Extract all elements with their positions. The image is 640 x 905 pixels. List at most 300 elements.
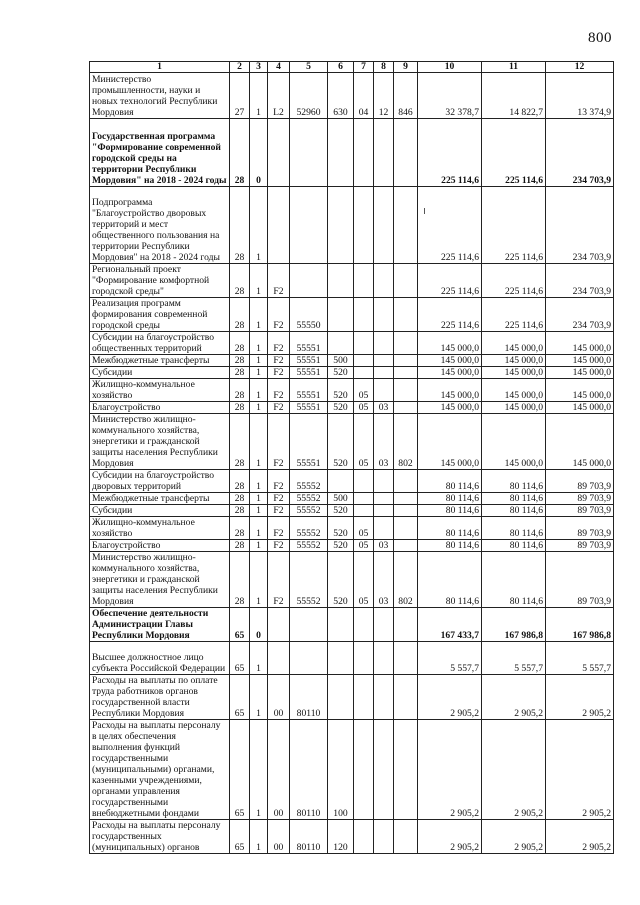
amount-cell: 145 000,0 (546, 402, 614, 414)
code-cell (354, 470, 374, 493)
amount-cell: 145 000,0 (482, 332, 546, 355)
code-cell (328, 332, 354, 355)
code-cell (374, 608, 394, 642)
row-name-cell: Жилищно-коммунальное хозяйство (90, 379, 230, 402)
code-cell (394, 675, 418, 720)
amount-cell: 2 905,2 (418, 720, 482, 820)
code-cell: 55550 (290, 298, 328, 332)
code-cell: 55552 (290, 505, 328, 517)
amount-cell: 225 114,6 (418, 119, 482, 187)
code-cell: 1 (250, 367, 268, 379)
code-cell (374, 332, 394, 355)
code-cell: 28 (230, 517, 250, 540)
code-cell: 520 (328, 505, 354, 517)
amount-cell: 2 905,2 (546, 820, 614, 854)
column-header: 10 (418, 62, 482, 73)
code-cell: F2 (268, 414, 290, 470)
amount-cell: 234 703,9 (546, 264, 614, 298)
code-cell: F2 (268, 517, 290, 540)
amount-cell: 225 114,6 (418, 298, 482, 332)
amount-cell: 2 905,2 (482, 675, 546, 720)
amount-cell: 80 114,6 (418, 470, 482, 493)
code-cell (374, 119, 394, 187)
code-cell: 00 (268, 675, 290, 720)
code-cell: 0 (250, 608, 268, 642)
table-row (90, 820, 614, 854)
code-cell: F2 (268, 367, 290, 379)
code-cell: 500 (328, 355, 354, 367)
code-cell: 520 (328, 402, 354, 414)
code-cell: 55551 (290, 379, 328, 402)
row-name-cell: Субсидии (90, 505, 230, 517)
code-cell: 80110 (290, 820, 328, 854)
code-cell: 1 (250, 470, 268, 493)
amount-cell: 2 905,2 (418, 820, 482, 854)
code-cell: 65 (230, 608, 250, 642)
code-cell (394, 298, 418, 332)
code-cell: F2 (268, 470, 290, 493)
code-cell (374, 264, 394, 298)
code-cell: 55551 (290, 414, 328, 470)
code-cell: 28 (230, 187, 250, 264)
table-row (90, 367, 614, 379)
row-name-cell: Министерство промышленности, науки и новых технологий Республики Мордовия (90, 73, 230, 119)
column-header: 11 (482, 62, 546, 73)
amount-cell: 80 114,6 (482, 470, 546, 493)
amount-cell: 80 114,6 (418, 552, 482, 608)
code-cell: F2 (268, 379, 290, 402)
code-cell (328, 119, 354, 187)
code-cell (394, 470, 418, 493)
code-cell: 55551 (290, 355, 328, 367)
code-cell (394, 264, 418, 298)
code-cell: F2 (268, 264, 290, 298)
code-cell: 12 (374, 73, 394, 119)
code-cell: 1 (250, 402, 268, 414)
amount-cell: 80 114,6 (482, 517, 546, 540)
code-cell: 1 (250, 675, 268, 720)
table-row (90, 187, 614, 264)
code-cell: F2 (268, 332, 290, 355)
code-cell (354, 332, 374, 355)
code-cell (268, 119, 290, 187)
code-cell: 55551 (290, 367, 328, 379)
amount-cell: 145 000,0 (546, 332, 614, 355)
amount-cell: 2 905,2 (482, 720, 546, 820)
amount-cell: 80 114,6 (418, 505, 482, 517)
code-cell (354, 505, 374, 517)
column-header: 8 (374, 62, 394, 73)
code-cell: 05 (354, 414, 374, 470)
budget-table (89, 61, 614, 854)
code-cell (354, 675, 374, 720)
column-header: 4 (268, 62, 290, 73)
code-cell: 55552 (290, 540, 328, 552)
code-cell: 03 (374, 414, 394, 470)
code-cell (354, 367, 374, 379)
row-name-cell: Расходы на выплаты по оплате труда работников органов государственной власти Республики Мордовия (90, 675, 230, 720)
amount-cell: 89 703,9 (546, 517, 614, 540)
amount-cell: 5 557,7 (482, 642, 546, 675)
column-header: 7 (354, 62, 374, 73)
code-cell (354, 187, 374, 264)
code-cell (290, 119, 328, 187)
code-cell (374, 187, 394, 264)
code-cell (394, 493, 418, 505)
code-cell: 80110 (290, 720, 328, 820)
column-header: 9 (394, 62, 418, 73)
code-cell: 520 (328, 540, 354, 552)
code-cell (394, 517, 418, 540)
code-cell: 55551 (290, 402, 328, 414)
code-cell: 846 (394, 73, 418, 119)
code-cell: F2 (268, 552, 290, 608)
table-row (90, 355, 614, 367)
table-row (90, 540, 614, 552)
amount-cell: 80 114,6 (482, 493, 546, 505)
amount-cell: 80 114,6 (482, 540, 546, 552)
amount-cell: 145 000,0 (418, 379, 482, 402)
amount-cell: 89 703,9 (546, 493, 614, 505)
row-name-cell: Благоустройство (90, 402, 230, 414)
row-name-cell: Расходы на выплаты персоналу государственных (муниципальных) органов (90, 820, 230, 854)
code-cell: 28 (230, 264, 250, 298)
code-cell: 28 (230, 414, 250, 470)
code-cell: 04 (354, 73, 374, 119)
code-cell (354, 355, 374, 367)
table-row (90, 414, 614, 470)
amount-cell: 14 822,7 (482, 73, 546, 119)
amount-cell: 145 000,0 (418, 332, 482, 355)
code-cell: 05 (354, 517, 374, 540)
code-cell: 1 (250, 720, 268, 820)
row-name-cell: Межбюджетные трансферты (90, 493, 230, 505)
amount-cell: 145 000,0 (546, 379, 614, 402)
code-cell (354, 720, 374, 820)
row-name-cell: Государственная программа "Формирование современной городской среды на территории Республики Мордовия" на 2018 - 2024 годы (90, 119, 230, 187)
code-cell (394, 720, 418, 820)
code-cell: 65 (230, 675, 250, 720)
amount-cell: 89 703,9 (546, 540, 614, 552)
code-cell (354, 608, 374, 642)
column-header: 5 (290, 62, 328, 73)
code-cell (268, 608, 290, 642)
code-cell: 630 (328, 73, 354, 119)
code-cell: 1 (250, 552, 268, 608)
amount-cell: 145 000,0 (546, 414, 614, 470)
code-cell (328, 642, 354, 675)
code-cell: 28 (230, 470, 250, 493)
code-cell: 500 (328, 493, 354, 505)
row-name-cell: Региональный проект "Формирование комфортной городской среды" (90, 264, 230, 298)
code-cell: 28 (230, 379, 250, 402)
code-cell: 55552 (290, 517, 328, 540)
amount-cell: 13 374,9 (546, 73, 614, 119)
code-cell: 27 (230, 73, 250, 119)
code-cell: F2 (268, 402, 290, 414)
row-name-cell: Обеспечение деятельности Администрации Главы Республики Мордовия (90, 608, 230, 642)
code-cell: 28 (230, 402, 250, 414)
row-name-cell: Министерство жилищно-коммунального хозяйства, энергетики и гражданской защиты населения Республики Мордовия (90, 552, 230, 608)
amount-cell: 234 703,9 (546, 187, 614, 264)
amount-cell: 234 703,9 (546, 298, 614, 332)
code-cell (328, 675, 354, 720)
table-row (90, 379, 614, 402)
table-row (90, 119, 614, 187)
code-cell: 05 (354, 552, 374, 608)
table-row (90, 505, 614, 517)
code-cell: 05 (354, 379, 374, 402)
amount-cell: 2 905,2 (546, 720, 614, 820)
code-cell (354, 642, 374, 675)
code-cell: 28 (230, 505, 250, 517)
code-cell (394, 402, 418, 414)
code-cell (354, 119, 374, 187)
row-name-cell: Подпрограмма "Благоустройство дворовых территорий и мест общественного пользования на территории Республики Мордовия" на 2018 - 2024 годы (90, 187, 230, 264)
code-cell (374, 675, 394, 720)
amount-cell: 167 986,8 (482, 608, 546, 642)
code-cell: 1 (250, 493, 268, 505)
code-cell: F2 (268, 493, 290, 505)
code-cell: 1 (250, 187, 268, 264)
code-cell: 1 (250, 73, 268, 119)
code-cell (394, 608, 418, 642)
code-cell: 0 (250, 119, 268, 187)
code-cell: 802 (394, 552, 418, 608)
code-cell (268, 642, 290, 675)
code-cell (374, 355, 394, 367)
code-cell: 28 (230, 355, 250, 367)
code-cell: 05 (354, 540, 374, 552)
code-cell (394, 119, 418, 187)
amount-cell: 145 000,0 (482, 367, 546, 379)
code-cell (290, 608, 328, 642)
code-cell (374, 720, 394, 820)
code-cell: 03 (374, 552, 394, 608)
code-cell: 120 (328, 820, 354, 854)
code-cell (394, 332, 418, 355)
amount-cell: 89 703,9 (546, 470, 614, 493)
page-number: 800 (588, 30, 612, 46)
table-row (90, 517, 614, 540)
code-cell: F2 (268, 298, 290, 332)
code-cell: 05 (354, 402, 374, 414)
table-row (90, 720, 614, 820)
amount-cell: 167 433,7 (418, 608, 482, 642)
code-cell (268, 187, 290, 264)
code-cell: 65 (230, 642, 250, 675)
amount-cell: 145 000,0 (418, 402, 482, 414)
row-name-cell: Благоустройство (90, 540, 230, 552)
code-cell (394, 379, 418, 402)
code-cell (354, 820, 374, 854)
amount-cell: 145 000,0 (418, 355, 482, 367)
column-header: 3 (250, 62, 268, 73)
code-cell: 28 (230, 119, 250, 187)
amount-cell: 89 703,9 (546, 505, 614, 517)
column-header-row (90, 62, 614, 73)
code-cell: 28 (230, 493, 250, 505)
code-cell: 1 (250, 379, 268, 402)
code-cell: 1 (250, 540, 268, 552)
code-cell (328, 264, 354, 298)
row-name-cell: Межбюджетные трансферты (90, 355, 230, 367)
code-cell (374, 493, 394, 505)
code-cell: 1 (250, 505, 268, 517)
code-cell: F2 (268, 355, 290, 367)
code-cell: 65 (230, 720, 250, 820)
column-header: 2 (230, 62, 250, 73)
amount-cell: 2 905,2 (418, 675, 482, 720)
amount-cell: 225 114,6 (418, 264, 482, 298)
amount-cell: 145 000,0 (418, 367, 482, 379)
table-row (90, 264, 614, 298)
code-cell (374, 470, 394, 493)
code-cell (374, 505, 394, 517)
amount-cell: 89 703,9 (546, 552, 614, 608)
code-cell: 1 (250, 414, 268, 470)
code-cell: 1 (250, 332, 268, 355)
code-cell: 52960 (290, 73, 328, 119)
amount-cell: 80 114,6 (418, 517, 482, 540)
amount-cell: 145 000,0 (482, 414, 546, 470)
code-cell (354, 298, 374, 332)
row-name-cell: Субсидии на благоустройство общественных территорий (90, 332, 230, 355)
code-cell: 1 (250, 355, 268, 367)
column-header: 1 (90, 62, 230, 73)
table-row (90, 470, 614, 493)
amount-cell: 80 114,6 (418, 493, 482, 505)
code-cell: 55552 (290, 552, 328, 608)
code-cell (394, 540, 418, 552)
code-cell: 65 (230, 820, 250, 854)
code-cell (374, 517, 394, 540)
amount-cell: 225 114,6 (482, 264, 546, 298)
code-cell: 80110 (290, 675, 328, 720)
code-cell: 520 (328, 552, 354, 608)
code-cell: 28 (230, 540, 250, 552)
code-cell (328, 187, 354, 264)
code-cell (374, 379, 394, 402)
code-cell: L2 (268, 73, 290, 119)
code-cell (374, 820, 394, 854)
code-cell (354, 264, 374, 298)
amount-cell: 225 114,6 (482, 119, 546, 187)
table-row (90, 73, 614, 119)
amount-cell: 5 557,7 (418, 642, 482, 675)
table-row (90, 642, 614, 675)
amount-cell: 80 114,6 (482, 505, 546, 517)
code-cell: 520 (328, 414, 354, 470)
table-row (90, 675, 614, 720)
table-row (90, 402, 614, 414)
amount-cell: 145 000,0 (482, 355, 546, 367)
code-cell: 802 (394, 414, 418, 470)
code-cell (290, 642, 328, 675)
code-cell (394, 187, 418, 264)
code-cell (394, 505, 418, 517)
row-name-cell: Министерство жилищно-коммунального хозяйства, энергетики и гражданской защиты населения Республики Мордовия (90, 414, 230, 470)
code-cell: 520 (328, 367, 354, 379)
code-cell: 520 (328, 517, 354, 540)
amount-cell: 145 000,0 (546, 355, 614, 367)
amount-cell: 80 114,6 (482, 552, 546, 608)
code-cell: 00 (268, 720, 290, 820)
code-cell: 1 (250, 820, 268, 854)
table-row (90, 552, 614, 608)
amount-cell: 145 000,0 (482, 402, 546, 414)
code-cell: 1 (250, 298, 268, 332)
row-name-cell: Жилищно-коммунальное хозяйство (90, 517, 230, 540)
table-row (90, 332, 614, 355)
code-cell (290, 264, 328, 298)
code-cell: 100 (328, 720, 354, 820)
row-name-cell: Субсидии (90, 367, 230, 379)
amount-cell: 167 986,8 (546, 608, 614, 642)
code-cell (374, 642, 394, 675)
row-name-cell: Реализация программ формирования современной городской среды (90, 298, 230, 332)
code-cell: 520 (328, 379, 354, 402)
table-row (90, 608, 614, 642)
code-cell: 1 (250, 517, 268, 540)
code-cell: 03 (374, 402, 394, 414)
code-cell (394, 820, 418, 854)
code-cell (328, 608, 354, 642)
amount-cell: 2 905,2 (482, 820, 546, 854)
code-cell: 28 (230, 332, 250, 355)
code-cell: F2 (268, 540, 290, 552)
code-cell: 55552 (290, 493, 328, 505)
amount-cell: 145 000,0 (418, 414, 482, 470)
amount-cell: 145 000,0 (482, 379, 546, 402)
code-cell (328, 470, 354, 493)
table-body (90, 73, 614, 854)
amount-cell: 225 114,6 (482, 187, 546, 264)
code-cell (290, 187, 328, 264)
code-cell: F2 (268, 505, 290, 517)
code-cell: 1 (250, 264, 268, 298)
amount-cell: 145 000,0 (546, 367, 614, 379)
row-name-cell: Расходы на выплаты персоналу в целях обеспечения выполнения функций государственными (муниципальными) органами, казенными учреждениями, органами управления государственными внебюджетными фондами (90, 720, 230, 820)
code-cell (394, 642, 418, 675)
code-cell (394, 355, 418, 367)
amount-cell: 32 378,7 (418, 73, 482, 119)
code-cell: 28 (230, 298, 250, 332)
code-cell (374, 298, 394, 332)
row-name-cell: Субсидии на благоустройство дворовых территорий (90, 470, 230, 493)
code-cell: 28 (230, 367, 250, 379)
scan-mark (424, 208, 425, 214)
code-cell (354, 493, 374, 505)
amount-cell: 2 905,2 (546, 675, 614, 720)
amount-cell: 225 114,6 (418, 187, 482, 264)
amount-cell: 80 114,6 (418, 540, 482, 552)
code-cell: 1 (250, 642, 268, 675)
code-cell (394, 367, 418, 379)
code-cell: 03 (374, 540, 394, 552)
code-cell: 55551 (290, 332, 328, 355)
code-cell: 55552 (290, 470, 328, 493)
column-header: 12 (546, 62, 614, 73)
table-row (90, 298, 614, 332)
row-name-cell: Высшее должностное лицо субъекта Российской Федерации (90, 642, 230, 675)
column-header: 6 (328, 62, 354, 73)
code-cell (328, 298, 354, 332)
code-cell: 00 (268, 820, 290, 854)
code-cell (374, 367, 394, 379)
amount-cell: 225 114,6 (482, 298, 546, 332)
amount-cell: 5 557,7 (546, 642, 614, 675)
